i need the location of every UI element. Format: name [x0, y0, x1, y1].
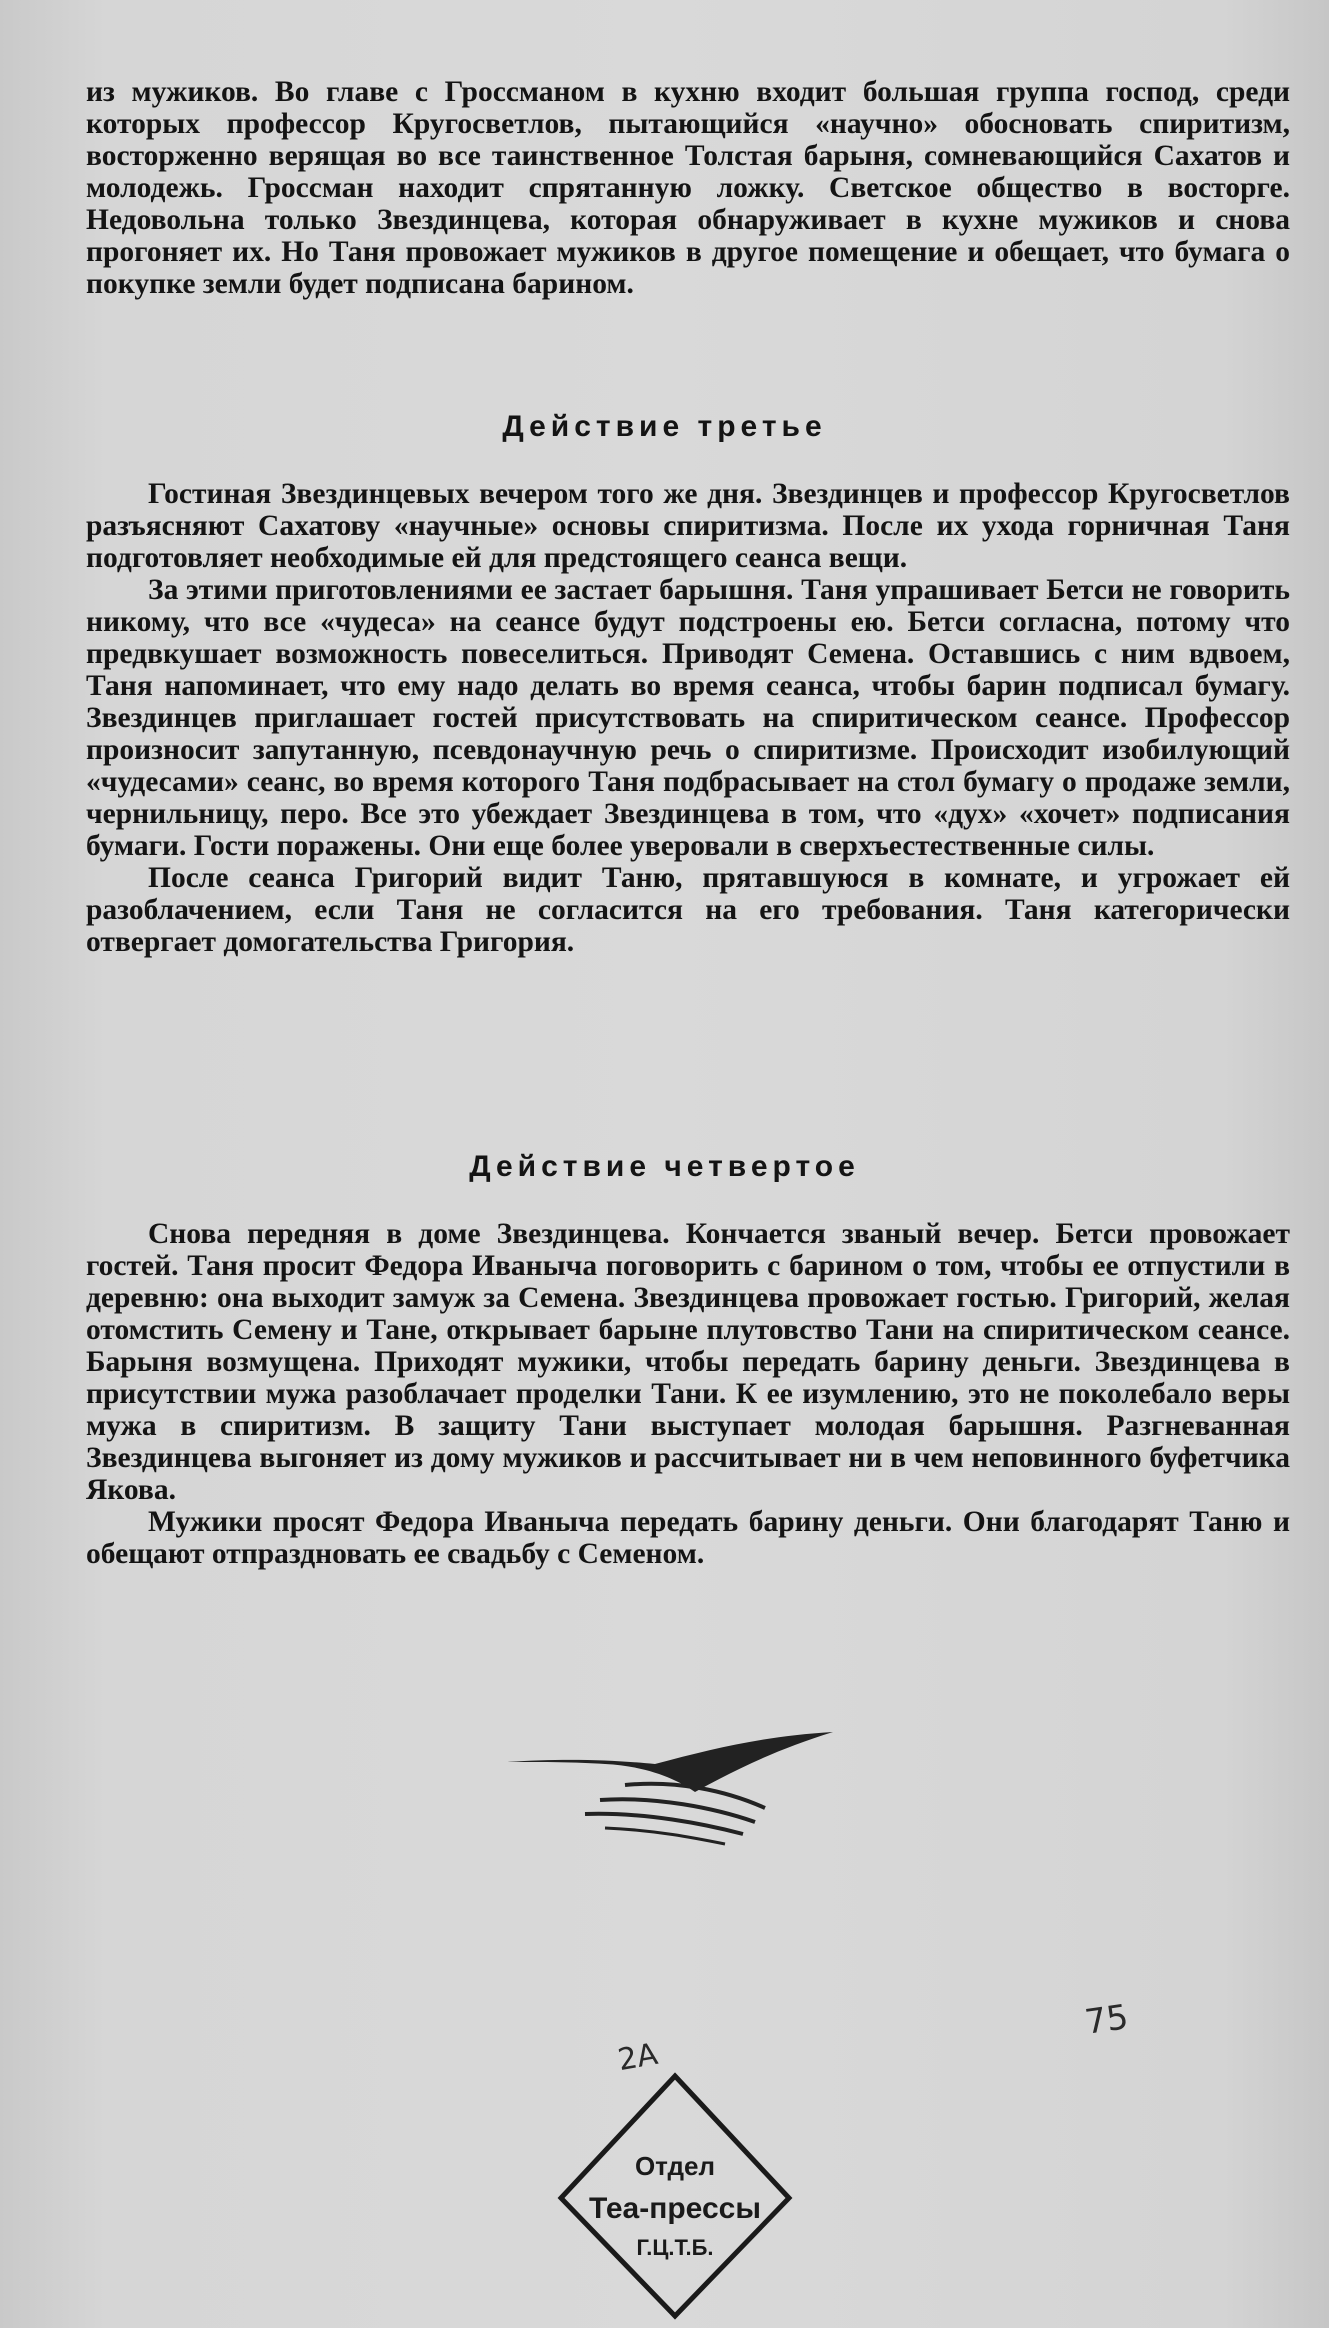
- paragraph: Мужики просят Федора Иваныча передать барину деньги. Они благодарят Таню и обещают отпраздновать ее свадьбу с Семеном.: [86, 1506, 1290, 1570]
- section-continuation: [86, 76, 1290, 300]
- pencil-mark: 2А: [615, 2036, 661, 2079]
- stamp-line-3: Г.Ц.Т.Б.: [636, 2235, 714, 2260]
- paragraph: из мужиков. Во главе с Гроссманом в кухню входит большая группа господ, среди которых профессор Кругосветлов, пытающийся «научно» обосновать спиритизм, восторженно верящая во все таинственное Толстая барыня, сомневающийся Сахатов и молодежь. Гроссман находит спрятанную ложку. Светское общество в восторге. Недовольна только Звездинцева, которая обнаруживает в кухне мужиков и снова прогоняет их. Но Таня провожает мужиков в другое помещение и обещает, что бумага о покупке земли будет подписана барином.: [86, 76, 1290, 300]
- paragraph: Снова передняя в доме Звездинцева. Кончается званый вечер. Бетси провожает гостей. Таня просит Федора Иваныча поговорить с барином о том, чтобы ее отпустили в деревню: она выходит замуж за Семена. Звездинцева провожает гостью. Григорий, желая отомстить Семену и Тане, открывает барыне плутовство Тани на спиритическом сеансе. Барыня возмущена. Приходят мужики, чтобы передать барину деньги. Звездинцева в присутствии мужа разоблачает проделки Тани. К ее изумлению, это не поколебало веры мужа в спиритизм. В защиту Тани выступает молодая барышня. Разгневанная Звездинцева выгоняет из дому мужиков и рассчитывает ни в чем неповинного буфетчика Якова.: [86, 1218, 1290, 1506]
- stamp-line-2: Теа-прессы: [589, 2192, 761, 2225]
- act-four-text: [86, 1218, 1290, 1570]
- paragraph: Гостиная Звездинцевых вечером того же дня. Звездинцев и профессор Кругосветлов разъясняют Сахатову «научные» основы спиритизма. После их ухода горничная Таня подготовляет необходимые ей для предстоящего сеанса вещи.: [86, 478, 1290, 574]
- pencil-mark: 75: [1082, 1997, 1131, 2043]
- paragraph: За этими приготовлениями ее застает барышня. Таня упрашивает Бетси не говорить никому, что все «чудеса» на сеансе будут подстроены ею. Бетси согласна, потому что предвкушает возможность повеселиться. Приводят Семена. Оставшись с ним вдвоем, Таня напоминает, что ему надо делать во время сеанса, чтобы барин подписал бумагу. Звездинцев приглашает гостей присутствовать на спиритическом сеансе. Профессор произносит запутанную, псевдонаучную речь о спиритизме. Происходит изобилующий «чудесами» сеанс, во время которого Таня подбрасывает на стол бумагу о продаже земли, чернильницу, перо. Все это убеждает Звездинцева в том, что «дух» «хочет» подписания бумаги. Гости поражены. Они еще более уверовали в сверхъестественные силы.: [86, 574, 1290, 862]
- act-four-heading: Действие четвертое: [469, 1150, 860, 1183]
- stamp-line-1: Отдел: [634, 2151, 716, 2181]
- library-stamp: [555, 2070, 795, 2320]
- act-three-text: [86, 478, 1290, 958]
- paragraph: После сеанса Григорий видит Таню, прятавшуюся в комнате, и угрожает ей разоблачением, если Таня не согласится на его требования. Таня категорически отвергает домогательства Григория.: [86, 862, 1290, 958]
- seagull-ornament-icon: [505, 1730, 835, 1850]
- act-three-heading: Действие третье: [502, 410, 827, 443]
